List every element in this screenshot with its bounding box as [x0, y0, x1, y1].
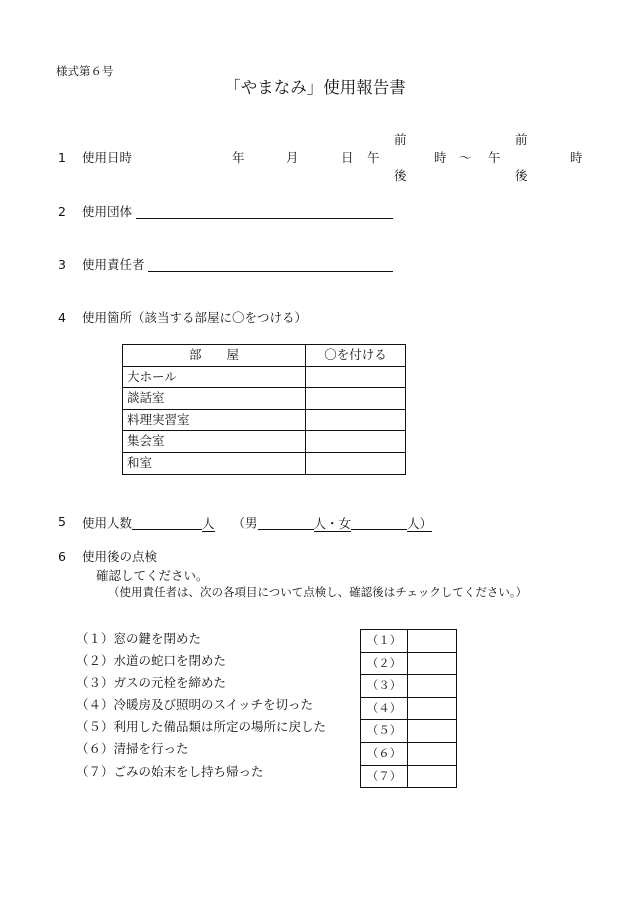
room-name: 談話室 — [123, 388, 306, 410]
month-label: 月 — [286, 150, 299, 165]
headcount-line — [82, 515, 432, 530]
room-mark-cell[interactable] — [306, 388, 406, 410]
room-mark-cell[interactable] — [306, 366, 406, 388]
column-header-mark: 〇を付ける — [306, 345, 406, 367]
section-number: 3 — [58, 257, 66, 272]
table-row — [123, 388, 406, 410]
table-header-row — [123, 345, 406, 367]
room-mark-cell[interactable] — [306, 409, 406, 431]
section-number: 1 — [58, 150, 66, 165]
male-open-label: （男 — [232, 515, 258, 531]
check-cell[interactable] — [408, 675, 457, 698]
section-number: 6 — [58, 549, 66, 564]
room-mark-cell[interactable] — [306, 431, 406, 453]
check-cell[interactable] — [408, 765, 457, 788]
section-number: 5 — [58, 514, 66, 529]
check-number: （７） — [361, 765, 408, 788]
end-pm-label: 後 — [515, 168, 528, 183]
check-number: （４） — [361, 697, 408, 720]
table-row — [361, 630, 457, 653]
check-number: （６） — [361, 742, 408, 765]
total-count-field[interactable] — [132, 515, 202, 530]
column-header-room: 部 屋 — [123, 345, 306, 367]
check-number: （１） — [361, 630, 408, 653]
page-title: 「やまなみ」使用報告書 — [224, 78, 406, 97]
check-number: （２） — [361, 652, 408, 675]
table-row — [361, 742, 457, 765]
table-row — [123, 431, 406, 453]
room-name: 和室 — [123, 452, 306, 474]
table-row — [361, 720, 457, 743]
section-label: 使用団体 — [82, 204, 133, 219]
check-cell[interactable] — [408, 652, 457, 675]
section-number: 4 — [58, 310, 66, 325]
table-row — [361, 652, 457, 675]
room-name: 集会室 — [123, 431, 306, 453]
table-row — [123, 452, 406, 474]
list-item: （７）ごみの始末をし持ち帰った — [76, 764, 264, 779]
female-close-label: 人） — [407, 515, 433, 531]
male-count-field[interactable] — [258, 515, 314, 530]
table-row — [361, 697, 457, 720]
section-label: 使用日時 — [82, 150, 133, 165]
male-female-label: 人・女 — [313, 515, 352, 531]
rooms-table — [122, 344, 406, 475]
list-item: （３）ガスの元栓を締めた — [76, 675, 227, 690]
check-number: （３） — [361, 675, 408, 698]
list-item: （５）利用した備品類は所定の場所に戻した — [76, 719, 327, 734]
year-label: 年 — [232, 150, 245, 165]
day-label: 日 — [341, 150, 354, 165]
table-row — [123, 366, 406, 388]
check-cell[interactable] — [408, 742, 457, 765]
section-number: 2 — [58, 204, 66, 219]
end-noon-label: 午 — [488, 150, 501, 165]
start-pm-label: 後 — [394, 168, 407, 183]
start-noon-label: 午 — [367, 150, 380, 165]
check-cell[interactable] — [408, 630, 457, 653]
list-item: （２）水道の蛇口を閉めた — [76, 653, 227, 668]
section-label: 使用箇所（該当する部屋に〇をつける） — [82, 310, 308, 325]
responsible-person-field[interactable] — [148, 271, 393, 272]
section-label: 使用後の点検 — [82, 549, 158, 564]
inspection-instruction: 確認してください。 — [96, 568, 209, 583]
check-cell[interactable] — [408, 697, 457, 720]
check-cell[interactable] — [408, 720, 457, 743]
section-label: 使用人数 — [82, 515, 133, 531]
form-number: 様式第６号 — [56, 64, 114, 78]
end-am-label: 前 — [515, 132, 528, 147]
room-name: 大ホール — [123, 366, 306, 388]
table-row — [361, 675, 457, 698]
range-tilde: 〜 — [459, 150, 472, 165]
organization-field[interactable] — [136, 218, 393, 219]
room-mark-cell[interactable] — [306, 452, 406, 474]
list-item: （１）窓の鍵を閉めた — [76, 631, 202, 646]
female-count-field[interactable] — [351, 515, 407, 530]
list-item: （６）清掃を行った — [76, 741, 189, 756]
start-hour-label: 時 — [434, 150, 447, 165]
list-item: （４）冷暖房及び照明のスイッチを切った — [76, 697, 314, 712]
section-label: 使用責任者 — [82, 257, 145, 272]
table-row — [123, 409, 406, 431]
inspection-note: （使用責任者は、次の各項目について点検し、確認後はチェックしてください。） — [108, 585, 528, 599]
room-name: 料理実習室 — [123, 409, 306, 431]
total-unit: 人 — [202, 515, 215, 531]
checklist-table — [360, 629, 457, 788]
check-number: （５） — [361, 720, 408, 743]
table-row — [361, 765, 457, 788]
start-am-label: 前 — [394, 132, 407, 147]
end-hour-label: 時 — [570, 150, 583, 165]
